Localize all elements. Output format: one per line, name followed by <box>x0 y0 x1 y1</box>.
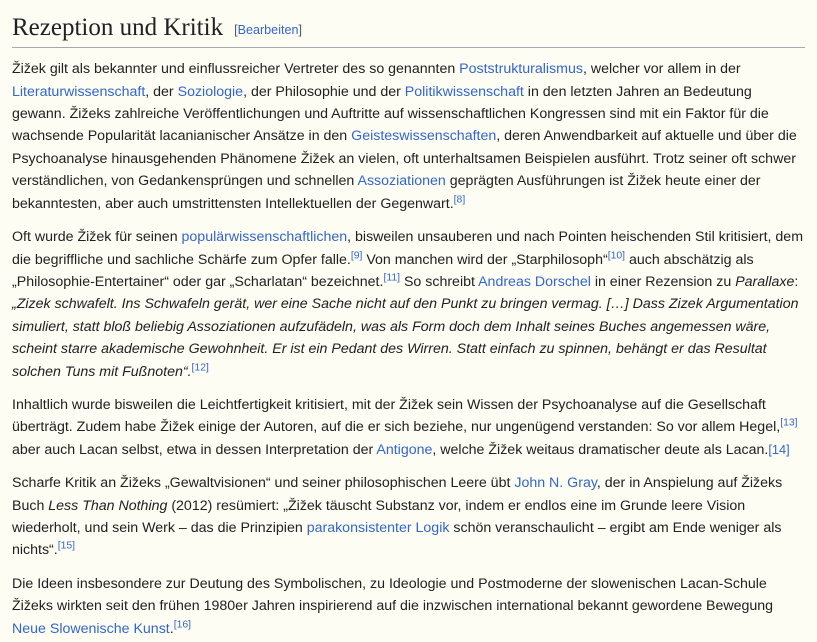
text-run: Oft wurde Žižek für seinen <box>12 229 182 246</box>
link-soziologie[interactable]: Soziologie <box>177 83 244 100</box>
link-andreas-dorschel[interactable]: Andreas Dorschel <box>478 273 591 290</box>
link-poststrukturalismus[interactable]: Poststrukturalismus <box>459 61 583 78</box>
link-geisteswissenschaften[interactable]: Geisteswissenschaften <box>351 128 497 145</box>
paragraph-3 <box>12 394 805 461</box>
text-run: schön veranschaulicht – ergibt am Ende weniger als nichts“. <box>12 519 782 559</box>
reference-16[interactable] <box>174 619 191 630</box>
reference-link[interactable]: [11] <box>383 272 401 284</box>
paragraph-2 <box>12 226 805 383</box>
text-run: aber auch Lacan selbst, etwa in dessen Interpretation der <box>12 441 377 458</box>
link-john-n-gray[interactable]: John N. Gray <box>514 475 597 492</box>
link-literaturwissenschaft[interactable]: Literaturwissenschaft <box>12 83 146 100</box>
link-populaerwissenschaftlichen[interactable]: populärwissenschaftlichen <box>181 229 348 246</box>
text-run: geprägten Ausführungen ist Žižek heute einer der bekanntesten, aber auch umstrittensten Intellektuellen der Gegenwart. <box>12 173 761 212</box>
page-title: Rezeption und Kritik <box>12 14 224 41</box>
text-run: Scharfe Kritik an Žižeks „Gewaltvisionen“ und seiner philosophischen Leere übt <box>12 475 515 492</box>
reference-10[interactable] <box>608 250 625 261</box>
text-run: Inhaltlich wurde bisweilen die Leichtfertigkeit kritisiert, mit der Žižek sein Wissen der Psychoanalyse auf die Gesellschaft überträgt. Zudem habe Žižek einige der Autoren, auf die er sich beziehe, nur ungenügend verstanden: So vor allem Hegel, <box>12 396 781 436</box>
reference-link[interactable]: [12] <box>191 361 209 373</box>
work-title-parallaxe: Parallaxe <box>735 273 795 290</box>
link-neue-slowenische-kunst[interactable]: Neue Slowenische Kunst <box>12 620 170 637</box>
text-run: . <box>169 620 174 637</box>
text-run: (2012) resümiert: „Žižek täuscht Substanz vor, indem er endlos eine im Grunde leere Vision wiederholt, und sein Werk – das die Prinzipien <box>12 497 746 536</box>
text-run: , der Philosophie und der <box>243 83 405 100</box>
text-run: : <box>794 273 799 290</box>
text-run: Žižek gilt als bekannter und einflussreicher Vertreter des so genannten <box>12 61 460 78</box>
text-run: , bisweilen unsauberen und nach Pointen heischenden Stil kritisiert, dem die begriffliche und sachliche Schärfe zum Opfer falle. <box>12 229 804 268</box>
reference-12[interactable] <box>192 362 209 373</box>
reference-15[interactable] <box>58 541 75 552</box>
paragraph-4 <box>12 472 805 562</box>
text-run: , der in Anspielung auf Žižeks Buch <box>12 475 783 514</box>
section-heading <box>12 0 805 48</box>
text-run: , der <box>145 83 178 100</box>
text-run: in den letzten Jahren an Bedeutung gewann. Žižeks zahlreiche Veröffentlichungen und Auftritte auf wissenschaftlichen Kongressen sind mit ein Faktor für die wachsende Popularität lacanianischer Ansätze in den <box>12 83 769 145</box>
reference-9[interactable] <box>351 250 363 261</box>
work-title-less-than-nothing: Less Than Nothing <box>48 497 168 514</box>
reference-8[interactable] <box>454 194 466 205</box>
text-run: Von manchen wird der „Starphilosoph“ <box>362 251 608 268</box>
text-run: , welche Žižek weitaus dramatischer deute als Lacan. <box>432 441 769 458</box>
text-run: in einer Rezension zu <box>590 273 736 290</box>
text-run: So schreibt <box>400 273 479 290</box>
text-run: , welcher vor allem in der <box>582 61 741 78</box>
reference-link[interactable]: [8] <box>453 193 466 205</box>
reference-11[interactable] <box>383 272 400 283</box>
edit-link[interactable]: Bearbeiten <box>237 23 299 37</box>
reference-link[interactable]: [16] <box>173 618 192 630</box>
reference-link[interactable]: [14] <box>768 441 790 457</box>
reference-13[interactable] <box>780 418 797 429</box>
reference-link[interactable]: [9] <box>350 249 363 261</box>
text-run: Die Ideen insbesondere zur Deutung des Symbolischen, zu Ideologie und Postmoderne der slowenischen Lacan-Schule Žižeks wirkten seit den frühen 1980er Jahren inspirierend auf die inzwischen international bekannt gewordene Bewegung <box>12 575 774 615</box>
link-politikwissenschaft[interactable]: Politikwissenschaft <box>404 83 524 100</box>
reference-link[interactable]: [15] <box>57 540 76 552</box>
link-assoziationen[interactable]: Assoziationen <box>357 173 446 190</box>
link-antigone[interactable]: Antigone <box>376 441 433 458</box>
reference-14[interactable] <box>768 442 789 457</box>
edit-section-link[interactable] <box>234 23 302 39</box>
link-parakonsistente-logik[interactable]: parakonsistenter Logik <box>306 519 450 536</box>
edit-open-bracket: [ <box>234 23 238 37</box>
paragraph-5 <box>12 573 805 640</box>
text-run: , deren Anwendbarkeit auf aktuelle und über die Psychoanalyse hinausgehenden Phänomene Žižek an vielen, oft unterhaltsamen Beispielen ausführt. Trotz seiner oft schwer verständlichen, von Gedankensprüngen und schnellen <box>12 128 797 190</box>
text-run: auch abschätzig als „Philosophie-Entertainer“ oder gar „Scharlatan“ bezeichnet. <box>12 251 754 290</box>
edit-close-bracket: ] <box>298 23 302 37</box>
paragraph-1 <box>12 58 805 215</box>
reference-link[interactable]: [10] <box>607 249 626 261</box>
reference-link[interactable]: [13] <box>780 417 798 429</box>
quotation-dorschel: „Zizek schwafelt. Ins Schwafeln gerät, wer eine Sache nicht auf den Punkt zu bringen vermag. […] Dass Zizek Argumentation simuliert, statt bloß beliebig Assoziationen aufzufädeln, was als Form doch dem Inhalt seines Buches angemessen wäre, scheint starre akademische Gewohnheit. Er ist ein Pedant des Wirren. Statt einfach zu spinnen, behängt er das Resultat solchen Tuns mit Fußnoten“. <box>12 296 799 380</box>
